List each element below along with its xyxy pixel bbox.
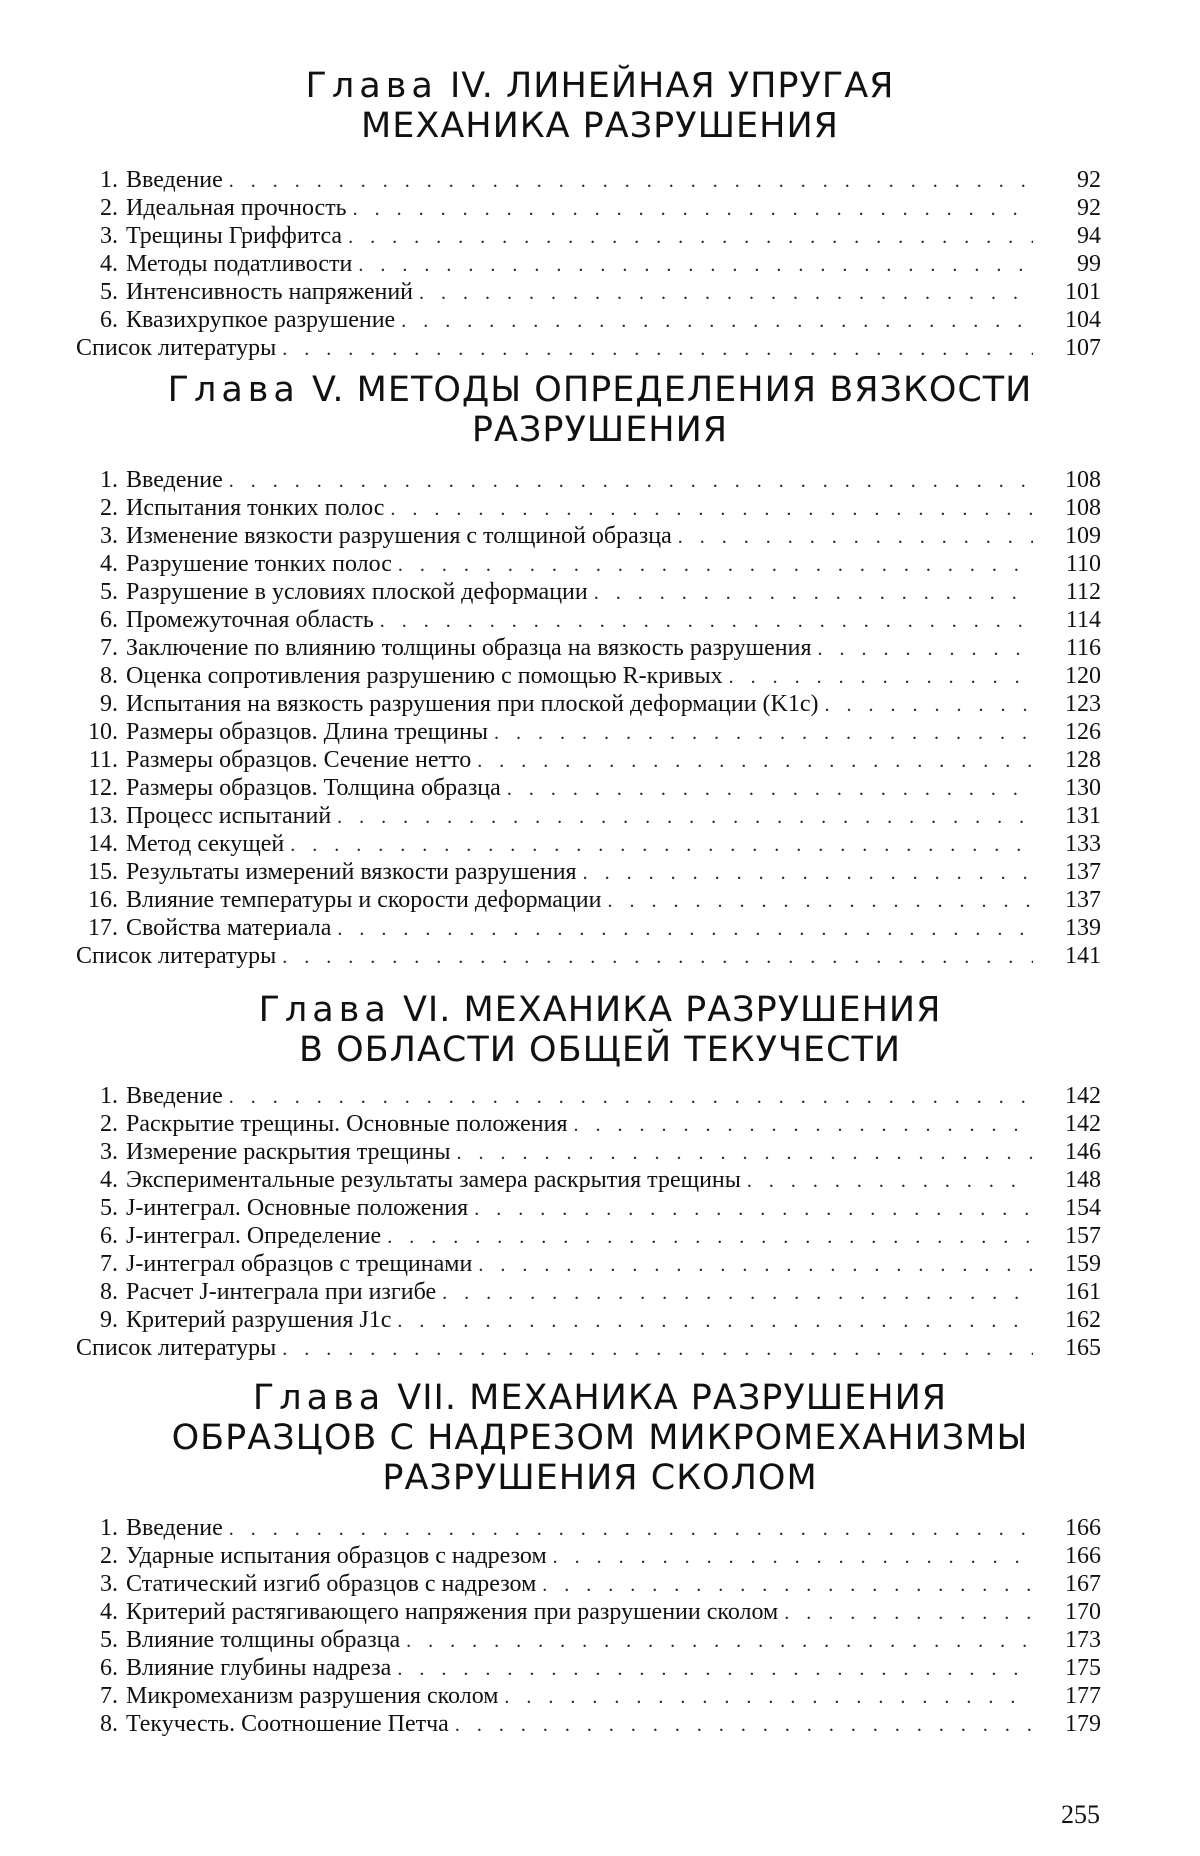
entry-title: Список литературы [76,335,277,361]
entry-page: 92 [1077,167,1101,193]
toc-entry[interactable] [76,1682,1101,1710]
entry-title: Влияние глубины надреза [126,1655,392,1681]
entry-title: Список литературы [76,1335,277,1361]
entry-number: 3. [100,1139,118,1165]
entry-page: 126 [1065,719,1101,745]
entry-page: 141 [1065,943,1101,969]
entry-page: 114 [1065,607,1101,633]
toc-entry[interactable] [76,662,1101,690]
entry-page: 177 [1065,1683,1101,1709]
page-number: 255 [1061,1800,1100,1829]
toc-entry[interactable] [76,1570,1101,1598]
entry-title: Испытания тонких полос [126,495,385,521]
entry-number: 17. [88,915,118,941]
dot-leader [229,467,1033,495]
entry-title: Измерение раскрытия трещины [126,1139,451,1165]
dot-leader [397,1307,1033,1335]
entry-title: Размеры образцов. Толщина образца [126,775,501,801]
entry-page: 108 [1065,495,1101,521]
entry-number: 2. [100,495,118,521]
entry-page: 137 [1065,887,1101,913]
dot-leader [477,747,1033,775]
toc-entry[interactable] [76,1654,1101,1682]
entry-number: 1. [100,167,118,193]
dot-leader [353,195,1033,223]
dot-leader [282,943,1033,971]
entry-number: 4. [100,1167,118,1193]
entry-title: Размеры образцов. Длина трещины [126,719,489,745]
chapter-title-line: РАЗРУШЕНИЯ [471,410,729,450]
toc-entry[interactable] [76,1514,1101,1542]
entry-page: 139 [1065,915,1101,941]
toc-entry[interactable] [76,690,1101,718]
toc-entry[interactable] [76,278,1101,306]
entry-page: 99 [1077,251,1101,277]
entry-title: Микромеханизм разрушения сколом [126,1683,499,1709]
entry-page: 146 [1065,1139,1101,1165]
toc-entry[interactable] [76,1626,1101,1654]
entry-page: 166 [1065,1515,1101,1541]
entry-page: 112 [1065,579,1101,605]
dot-leader [818,635,1033,663]
chapter-title-line: V. МЕТОДЫ ОПРЕДЕЛЕНИЯ ВЯЗКОСТИ [312,370,1033,410]
toc-entry[interactable] [76,166,1101,194]
entry-number: 6. [100,607,118,633]
dot-leader [358,251,1033,279]
toc-entry[interactable] [76,858,1101,886]
toc-entry[interactable] [76,194,1101,222]
chapter-5-toc [76,466,1101,970]
entry-number: 7. [100,1251,118,1277]
toc-entry[interactable] [76,718,1101,746]
dot-leader [729,663,1033,691]
entry-page: 173 [1065,1627,1101,1653]
entry-title: J-интеграл. Определение [126,1223,382,1249]
chapter-6-toc [76,1082,1101,1362]
toc-entry[interactable] [76,466,1101,494]
entry-page: 142 [1065,1111,1101,1137]
entry-title: Разрушение в условиях плоской деформации [126,579,588,605]
dot-leader [229,1515,1033,1543]
toc-entry[interactable] [76,914,1101,942]
entry-title: Критерий разрушения J1c [126,1307,392,1333]
toc-entry[interactable] [76,1542,1101,1570]
entry-number: 9. [100,691,118,717]
entry-title: Введение [126,167,223,193]
chapter-title-line: ОБРАЗЦОВ С НАДРЕЗОМ МИКРОМЕХАНИЗМЫ [171,1418,1029,1458]
entry-page: 165 [1065,1335,1101,1361]
entry-number: 1. [100,1515,118,1541]
toc-entry[interactable] [76,1278,1101,1306]
chapter-4-toc [76,166,1101,362]
entry-title: Процесс испытаний [126,803,332,829]
toc-entry[interactable] [76,1306,1101,1334]
toc-entry[interactable] [76,606,1101,634]
entry-page: 133 [1065,831,1101,857]
dot-leader [457,1139,1034,1167]
entry-page: 123 [1065,691,1101,717]
entry-title: Промежуточная область [126,607,374,633]
dot-leader [678,523,1033,551]
entry-title: Результаты измерений вязкости разрушения [126,859,577,885]
entry-number: 5. [100,279,118,305]
entry-title: Методы податливости [126,251,353,277]
dot-leader [290,831,1033,859]
toc-entry[interactable] [76,886,1101,914]
entry-page: 101 [1065,279,1101,305]
dot-leader [229,167,1033,195]
dot-leader [387,1223,1033,1251]
entry-page: 175 [1065,1655,1101,1681]
entry-title: Расчет J-интеграла при изгибе [126,1279,437,1305]
dot-leader [442,1279,1033,1307]
chapter-title-line: МЕХАНИКА РАЗРУШЕНИЯ [361,106,839,146]
entry-title: Разрушение тонких полос [126,551,392,577]
entry-page: 162 [1065,1307,1101,1333]
entry-title: Размеры образцов. Сечение нетто [126,747,472,773]
entry-number: 12. [88,775,118,801]
entry-title: Раскрытие трещины. Основные положения [126,1111,568,1137]
entry-number: 2. [100,195,118,221]
entry-title: Испытания на вязкость разрушения при плоской деформации (K1c) [126,691,819,717]
entry-title: Влияние температуры и скорости деформации [126,887,602,913]
chapter-label: Глава [305,66,438,106]
entry-number: 1. [100,1083,118,1109]
toc-entry[interactable] [76,494,1101,522]
chapter-title-line: VI. МЕХАНИКА РАЗРУШЕНИЯ [402,990,942,1030]
entry-page: 167 [1065,1571,1101,1597]
entry-page: 131 [1065,803,1101,829]
entry-number: 2. [100,1111,118,1137]
entry-page: 128 [1065,747,1101,773]
entry-number: 6. [100,1223,118,1249]
dot-leader [474,1195,1033,1223]
entry-title: Влияние толщины образца [126,1627,401,1653]
dot-leader [406,1627,1033,1655]
entry-number: 4. [100,251,118,277]
toc-entry[interactable] [76,830,1101,858]
entry-page: 166 [1065,1543,1101,1569]
entry-title: Введение [126,1083,223,1109]
entry-number: 5. [100,579,118,605]
entry-title: J-интеграл образцов с трещинами [126,1251,473,1277]
dot-leader [401,307,1033,335]
entry-page: 148 [1065,1167,1101,1193]
entry-number: 11. [88,747,118,773]
entry-title: Введение [126,467,223,493]
entry-page: 179 [1065,1711,1101,1737]
entry-number: 13. [88,803,118,829]
entry-number: 5. [100,1627,118,1653]
entry-number: 6. [100,1655,118,1681]
chapter-6-title [80,990,1120,1070]
toc-entry[interactable] [76,802,1101,830]
chapter-7-title [80,1378,1120,1498]
dot-leader [390,495,1033,523]
dot-leader [455,1711,1033,1739]
toc-entry-references[interactable] [76,942,1101,970]
entry-title: Ударные испытания образцов с надрезом [126,1543,547,1569]
entry-title: Метод секущей [126,831,285,857]
dot-leader [397,1655,1033,1683]
entry-number: 8. [100,1279,118,1305]
toc-entry[interactable] [76,1598,1101,1626]
entry-page: 109 [1065,523,1101,549]
entry-page: 108 [1065,467,1101,493]
entry-number: 3. [100,223,118,249]
entry-title: Список литературы [76,943,277,969]
entry-title: Критерий растягивающего напряжения при разрушении сколом [126,1599,779,1625]
toc-entry[interactable] [76,1710,1101,1738]
entry-title: Свойства материала [126,915,332,941]
entry-number: 7. [100,635,118,661]
dot-leader [348,223,1033,251]
entry-number: 14. [88,831,118,857]
entry-number: 8. [100,663,118,689]
entry-number: 15. [88,859,118,885]
toc-entry-references[interactable] [76,334,1101,362]
entry-title: Квазихрупкое разрушение [126,307,396,333]
dot-leader [478,1251,1033,1279]
entry-page: 157 [1065,1223,1101,1249]
entry-title: Идеальная прочность [126,195,347,221]
dot-leader [282,335,1033,363]
entry-number: 2. [100,1543,118,1569]
toc-entry[interactable] [76,578,1101,606]
entry-page: 137 [1065,859,1101,885]
dot-leader [337,803,1033,831]
chapter-label: Глава [252,1378,386,1418]
entry-number: 9. [100,1307,118,1333]
entry-page: 170 [1065,1599,1101,1625]
chapter-title-line: РАЗРУШЕНИЯ СКОЛОМ [382,1458,818,1498]
entry-number: 1. [100,467,118,493]
dot-leader [507,775,1033,803]
entry-page: 116 [1065,635,1101,661]
dot-leader [494,719,1033,747]
chapter-title-line: VII. МЕХАНИКА РАЗРУШЕНИЯ [397,1378,948,1418]
dot-leader [504,1683,1033,1711]
entry-title: Интенсивность напряжений [126,279,414,305]
entry-title: J-интеграл. Основные положения [126,1195,469,1221]
toc-entry[interactable] [76,634,1101,662]
entry-number: 8. [100,1711,118,1737]
entry-title: Заключение по влиянию толщины образца на вязкость разрушения [126,635,812,661]
dot-leader [825,691,1033,719]
entry-page: 130 [1065,775,1101,801]
entry-number: 4. [100,551,118,577]
chapter-title-line: В ОБЛАСТИ ОБЩЕЙ ТЕКУЧЕСТИ [298,1030,902,1070]
entry-page: 107 [1065,335,1101,361]
toc-entry[interactable] [76,1110,1101,1138]
entry-page: 104 [1065,307,1101,333]
toc-entry[interactable] [76,1166,1101,1194]
dot-leader [583,859,1033,887]
toc-entry[interactable] [76,1250,1101,1278]
toc-entry[interactable] [76,774,1101,802]
dot-leader [337,915,1033,943]
entry-number: 16. [88,887,118,913]
entry-title: Оценка сопротивления разрушению с помощью R-кривых [126,663,723,689]
dot-leader [419,279,1033,307]
entry-page: 142 [1065,1083,1101,1109]
dot-leader [607,887,1033,915]
toc-entry[interactable] [76,550,1101,578]
entry-page: 154 [1065,1195,1101,1221]
toc-entry[interactable] [76,522,1101,550]
entry-number: 3. [100,1571,118,1597]
entry-title: Трещины Гриффитса [126,223,343,249]
entry-number: 10. [88,719,118,745]
dot-leader [747,1167,1033,1195]
toc-entry[interactable] [76,1222,1101,1250]
dot-leader [573,1111,1033,1139]
chapter-label: Глава [167,370,300,410]
entry-page: 94 [1077,223,1101,249]
toc-entry[interactable] [76,746,1101,774]
dot-leader [542,1571,1033,1599]
dot-leader [398,551,1033,579]
toc-entry[interactable] [76,250,1101,278]
dot-leader [784,1599,1033,1627]
entry-page: 161 [1065,1279,1101,1305]
toc-entry[interactable] [76,1194,1101,1222]
entry-number: 6. [100,307,118,333]
dot-leader [594,579,1033,607]
entry-number: 4. [100,1599,118,1625]
chapter-title-line: IV. ЛИНЕЙНАЯ УПРУГАЯ [449,66,895,106]
dot-leader [553,1543,1033,1571]
entry-title: Изменение вязкости разрушения с толщиной образца [126,523,672,549]
dot-leader [229,1083,1033,1111]
toc-entry-references[interactable] [76,1334,1101,1362]
entry-number: 3. [100,523,118,549]
entry-page: 92 [1077,195,1101,221]
toc-entry[interactable] [76,222,1101,250]
dot-leader [282,1335,1033,1363]
chapter-label: Глава [258,990,391,1030]
chapter-7-toc [76,1514,1101,1738]
entry-number: 7. [100,1683,118,1709]
entry-page: 110 [1065,551,1101,577]
entry-title: Введение [126,1515,223,1541]
entry-title: Текучесть. Соотношение Петча [126,1711,449,1737]
entry-number: 5. [100,1195,118,1221]
chapter-4-title [80,66,1120,146]
dot-leader [380,607,1033,635]
entry-page: 120 [1065,663,1101,689]
entry-page: 159 [1065,1251,1101,1277]
toc-entry[interactable] [76,1082,1101,1110]
toc-entry[interactable] [76,306,1101,334]
entry-title: Экспериментальные результаты замера раскрытия трещины [126,1167,741,1193]
entry-title: Статический изгиб образцов с надрезом [126,1571,537,1597]
toc-entry[interactable] [76,1138,1101,1166]
chapter-5-title [80,370,1120,450]
